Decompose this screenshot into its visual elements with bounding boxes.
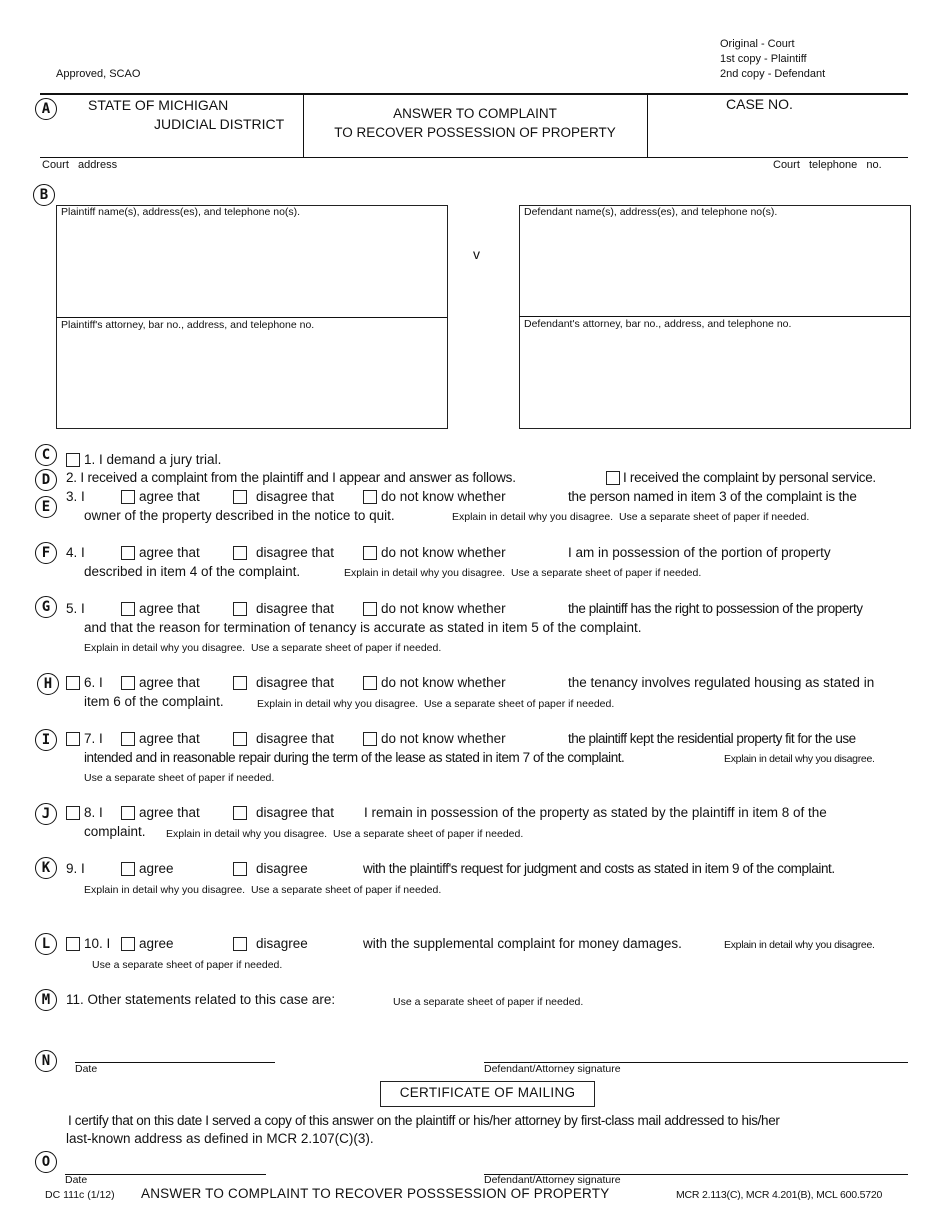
item-4-agree-label: agree that [139,545,200,560]
item-3-agree-checkbox[interactable] [121,490,135,504]
item-3-explain: Explain in detail why you disagree. Use a separate sheet of paper if needed. [452,511,810,523]
personal-service-label: I received the complaint by personal service. [623,470,876,485]
certificate-line1: I certify that on this date I served a copy of this answer on the plaintiff or his/her attorney by first-class mail addressed to his/her [68,1113,780,1128]
item-3-text-a: the person named in item 3 of the complaint is the [568,489,857,504]
item-3-text-b: owner of the property described in the notice to quit. [84,508,395,523]
item-6-disagree-label: disagree that [256,675,335,690]
item-7-checkbox[interactable] [66,732,80,746]
defendant-attorney-label: Defendant's attorney, bar no., address, and telephone no. [524,318,792,330]
item-9-text-a: with the plaintiff's request for judgment and costs as stated in item 9 of the complaint. [363,861,835,876]
item-11-separate: Use a separate sheet of paper if needed. [393,996,584,1008]
item-4-text-a: I am in possession of the portion of property [568,545,831,560]
marker-d: D [35,469,57,491]
form-title-line2: TO RECOVER POSSESSION OF PROPERTY [334,125,616,140]
copy-defendant: 2nd copy - Defendant [720,68,826,80]
approved-scao: Approved, SCAO [56,68,141,80]
item-10-checkbox[interactable] [66,937,80,951]
marker-k: K [35,857,57,879]
marker-e: E [35,496,57,518]
plaintiff-box-divider [56,317,447,318]
item-7-number: 7. I [84,731,103,746]
item-2-text: 2. I received a complaint from the plaintiff and I appear and answer as follows. [66,470,516,485]
item-9-number: 9. I [66,861,85,876]
item-7-text-b: intended and in reasonable repair during the term of the lease as stated in item 7 of the complaint. [84,750,625,765]
item-9-disagree-checkbox[interactable] [233,862,247,876]
plaintiff-label: Plaintiff name(s), address(es), and telephone no(s). [61,206,301,218]
item-9-disagree-label: disagree [256,861,308,876]
date-label: Date [75,1063,98,1075]
marker-b: B [33,184,55,206]
item-8-checkbox[interactable] [66,806,80,820]
item-7-separate: Use a separate sheet of paper if needed. [84,772,275,784]
item-5-not-know-label: do not know whether [381,601,506,616]
form-title-line1: ANSWER TO COMPLAINT [393,106,557,121]
item-3-number: 3. I [66,489,85,504]
item-5-disagree-label: disagree that [256,601,335,616]
marker-n: N [35,1050,57,1072]
item-4-not-know-checkbox[interactable] [363,546,377,560]
item-4-text-b: described in item 4 of the complaint. [84,564,301,579]
item-5-not-know-checkbox[interactable] [363,602,377,616]
marker-g: G [35,596,57,618]
certificate-title: CERTIFICATE OF MAILING [399,1085,576,1100]
item-6-disagree-checkbox[interactable] [233,676,247,690]
defendant-label: Defendant name(s), address(es), and telephone no(s). [524,206,778,218]
cert-signature-label: Defendant/Attorney signature [484,1174,621,1186]
item-5-number: 5. I [66,601,85,616]
item-10-separate: Use a separate sheet of paper if needed. [92,959,283,971]
item-8-text-b: complaint. [84,824,146,839]
item-6-text-b: item 6 of the complaint. [84,694,224,709]
item-4-not-know-label: do not know whether [381,545,506,560]
defendant-box-divider [519,316,910,317]
plaintiff-attorney-label: Plaintiff's attorney, bar no., address, and telephone no. [61,319,315,331]
date-field[interactable] [75,1044,275,1062]
item-10-explain: Explain in detail why you disagree. [724,939,875,951]
header-bottom-rule [40,157,908,158]
item-5-explain: Explain in detail why you disagree. Use a separate sheet of paper if needed. [84,642,442,654]
item-3-not-know-checkbox[interactable] [363,490,377,504]
marker-j: J [35,803,57,825]
signature-field[interactable] [484,1044,908,1062]
case-no-label: CASE NO. [726,96,793,112]
item-10-number: 10. I [84,936,111,951]
item-11-text: 11. Other statements related to this case are: [66,992,336,1007]
marker-m: M [35,989,57,1011]
case-no-field[interactable] [760,114,900,152]
item-8-disagree-checkbox[interactable] [233,806,247,820]
item-3-disagree-label: disagree that [256,489,335,504]
item-6-not-know-checkbox[interactable] [363,676,377,690]
date-line [75,1062,275,1063]
item-5-agree-checkbox[interactable] [121,602,135,616]
court-phone-label: Court telephone no. [773,159,882,171]
header-top-rule [40,93,908,95]
item-10-agree-label: agree [139,936,174,951]
marker-f: F [35,542,57,564]
marker-l: L [35,933,57,955]
item-8-explain: Explain in detail why you disagree. Use a separate sheet of paper if needed. [166,828,524,840]
item-3-agree-label: agree that [139,489,200,504]
item-7-text-a: the plaintiff kept the residential property fit for the use [568,731,856,746]
judicial-district: JUDICIAL DISTRICT [154,116,285,132]
item-6-explain: Explain in detail why you disagree. Use a separate sheet of paper if needed. [257,698,615,710]
item-7-agree-checkbox[interactable] [121,732,135,746]
marker-c: C [35,444,57,466]
item-6-checkbox[interactable] [66,676,80,690]
item-4-disagree-label: disagree that [256,545,335,560]
marker-i: I [35,729,57,751]
item-6-agree-checkbox[interactable] [121,676,135,690]
item-10-disagree-checkbox[interactable] [233,937,247,951]
form-number: DC 111c (1/12) [45,1189,115,1201]
item-4-agree-checkbox[interactable] [121,546,135,560]
versus: v [473,246,480,262]
item-10-disagree-label: disagree [256,936,308,951]
item-8-disagree-label: disagree that [256,805,335,820]
item-7-agree-label: agree that [139,731,200,746]
item-8-agree-label: agree that [139,805,200,820]
item-8-text-a: I remain in possession of the property as stated by the plaintiff in item 8 of the [364,805,827,820]
personal-service-checkbox[interactable] [606,471,620,485]
item-1-text: 1. I demand a jury trial. [84,452,222,467]
court-address-label: Court address [42,159,118,171]
item-5-disagree-checkbox[interactable] [233,602,247,616]
item-7-disagree-label: disagree that [256,731,335,746]
item-8-agree-checkbox[interactable] [121,806,135,820]
marker-a: A [35,98,57,120]
defendant-field[interactable] [523,222,905,312]
cert-date-line [65,1174,266,1175]
item-7-not-know-label: do not know whether [381,731,506,746]
item-6-number: 6. I [84,675,103,690]
item-6-agree-label: agree that [139,675,200,690]
item-5-text-a: the plaintiff has the right to possession of the property [568,601,863,616]
marker-h: H [37,673,59,695]
item-10-text-a: with the supplemental complaint for money damages. [363,936,682,951]
cert-date-field[interactable] [65,1156,266,1174]
item-10-agree-checkbox[interactable] [121,937,135,951]
plaintiff-attorney-field[interactable] [60,335,442,423]
item-4-explain: Explain in detail why you disagree. Use a separate sheet of paper if needed. [344,567,702,579]
item-9-agree-checkbox[interactable] [121,862,135,876]
item-4-number: 4. I [66,545,85,560]
other-statements-field[interactable] [84,1012,908,1048]
item-4-disagree-checkbox[interactable] [233,546,247,560]
footer-form-title: ANSWER TO COMPLAINT TO RECOVER POSSSESSION OF PROPERTY [141,1186,610,1201]
signature-label: Defendant/Attorney signature [484,1063,621,1075]
cert-signature-field[interactable] [484,1156,908,1174]
item-6-not-know-label: do not know whether [381,675,506,690]
jury-trial-checkbox[interactable] [66,453,80,467]
item-3-disagree-checkbox[interactable] [233,490,247,504]
item-7-not-know-checkbox[interactable] [363,732,377,746]
copy-plaintiff: 1st copy - Plaintiff [720,53,807,65]
item-5-text-b: and that the reason for termination of tenancy is accurate as stated in item 5 of the complaint. [84,620,642,635]
defendant-attorney-field[interactable] [523,334,905,422]
plaintiff-field[interactable] [60,222,442,312]
item-3-not-know-label: do not know whether [381,489,506,504]
state-of-michigan: STATE OF MICHIGAN [88,97,229,113]
item-7-disagree-checkbox[interactable] [233,732,247,746]
item-7-explain: Explain in detail why you disagree. [724,753,875,765]
item-5-agree-label: agree that [139,601,200,616]
item-8-number: 8. I [84,805,103,820]
marker-o: O [35,1151,57,1173]
copy-original: Original - Court [720,38,795,50]
certificate-line2: last-known address as defined in MCR 2.107(C)(3). [66,1131,374,1146]
item-6-text-a: the tenancy involves regulated housing as stated in [568,675,875,690]
item-9-agree-label: agree [139,861,174,876]
header-divider-2 [647,93,648,157]
cert-date-label: Date [65,1174,88,1186]
footer-citation: MCR 2.113(C), MCR 4.201(B), MCL 600.5720 [676,1189,883,1201]
item-9-explain: Explain in detail why you disagree. Use a separate sheet of paper if needed. [84,884,442,896]
